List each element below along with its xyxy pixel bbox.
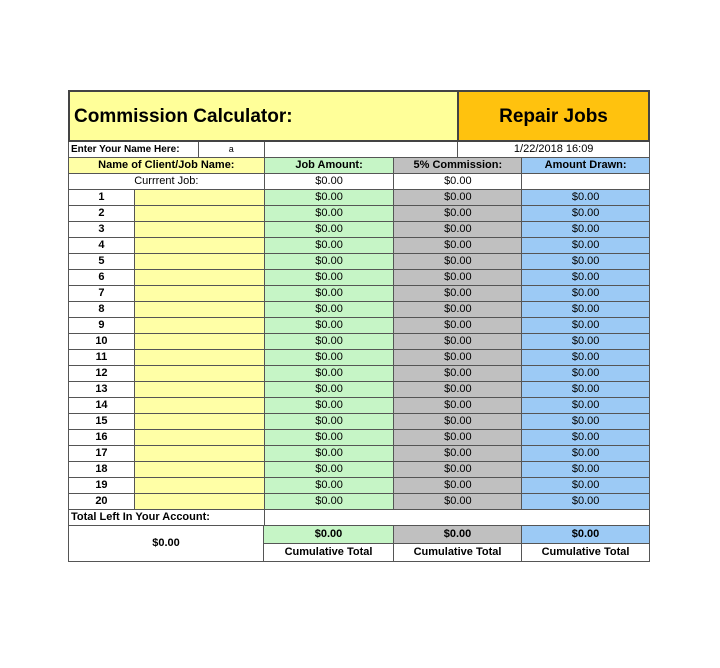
client-name-input[interactable] [135,462,265,478]
client-header: Name of Client/Job Name: [69,158,265,174]
client-name-input[interactable] [135,190,265,206]
table-row [68,222,650,238]
job-amount[interactable]: $0.00 [265,318,395,334]
commission-value: $0.00 [394,254,522,270]
table-row [68,318,650,334]
client-name-input[interactable] [135,430,265,446]
job-amount[interactable]: $0.00 [265,446,395,462]
client-name-input[interactable] [135,478,265,494]
client-name-input[interactable] [135,254,265,270]
table-row [68,414,650,430]
amount-drawn[interactable]: $0.00 [522,350,650,366]
client-name-input[interactable] [135,366,265,382]
job-amount[interactable]: $0.00 [265,366,395,382]
table-row [68,398,650,414]
job-amount[interactable]: $0.00 [265,190,395,206]
commission-value: $0.00 [394,302,522,318]
commission-value: $0.00 [394,206,522,222]
row-number: 6 [69,270,135,286]
job-amount[interactable]: $0.00 [265,302,395,318]
datetime: 1/22/2018 16:09 [458,142,650,158]
table-row [68,206,650,222]
amount-drawn[interactable]: $0.00 [522,462,650,478]
amount-drawn[interactable]: $0.00 [522,238,650,254]
commission-value: $0.00 [394,366,522,382]
row-number: 15 [69,414,135,430]
table-row [68,190,650,206]
amount-drawn[interactable]: $0.00 [522,398,650,414]
current-job-label: Currrent Job: [69,174,265,190]
amount-drawn[interactable]: $0.00 [522,334,650,350]
job-amount[interactable]: $0.00 [265,222,395,238]
client-name-input[interactable] [135,382,265,398]
commission-value: $0.00 [394,238,522,254]
client-name-input[interactable] [135,222,265,238]
job-amount[interactable]: $0.00 [265,270,395,286]
commission-value: $0.00 [394,270,522,286]
row-number: 9 [69,318,135,334]
amount-drawn[interactable]: $0.00 [522,286,650,302]
total-drawn: $0.00 [522,526,650,544]
amount-drawn[interactable]: $0.00 [522,478,650,494]
title-row [68,90,650,142]
client-name-input[interactable] [135,302,265,318]
amount-drawn[interactable]: $0.00 [522,494,650,510]
row-number: 2 [69,206,135,222]
drawn-header: Amount Drawn: [522,158,650,174]
job-amount[interactable]: $0.00 [265,286,395,302]
row-number: 4 [69,238,135,254]
client-name-input[interactable] [135,238,265,254]
job-amount[interactable]: $0.00 [265,238,395,254]
header-row [68,158,650,174]
job-amount[interactable]: $0.00 [265,334,395,350]
commission-value: $0.00 [394,430,522,446]
table-row [68,366,650,382]
name-row [68,142,650,158]
commission-value: $0.00 [394,318,522,334]
sheet-subtitle: Repair Jobs [458,90,650,142]
amount-drawn[interactable]: $0.00 [522,254,650,270]
amount-drawn[interactable]: $0.00 [522,430,650,446]
job-amount[interactable]: $0.00 [265,398,395,414]
commission-sheet [68,90,650,562]
row-number: 1 [69,190,135,206]
job-amount[interactable]: $0.00 [265,462,395,478]
client-name-input[interactable] [135,334,265,350]
table-row [68,382,650,398]
amount-drawn[interactable]: $0.00 [522,270,650,286]
table-row [68,494,650,510]
row-number: 13 [69,382,135,398]
current-job-row [68,174,650,190]
client-name-input[interactable] [135,494,265,510]
total-left-value: $0.00 [69,526,264,562]
job-amount[interactable]: $0.00 [265,254,395,270]
total-amount: $0.00 [264,526,394,544]
amount-drawn[interactable]: $0.00 [522,446,650,462]
row-number: 19 [69,478,135,494]
amount-drawn[interactable]: $0.00 [522,414,650,430]
job-amount[interactable]: $0.00 [265,430,395,446]
table-row [68,334,650,350]
row-number: 8 [69,302,135,318]
job-amount[interactable]: $0.00 [265,494,395,510]
amount-header: Job Amount: [265,158,395,174]
commission-value: $0.00 [394,494,522,510]
cumulative-commission-label: Cumulative Total [394,544,522,562]
client-name-input[interactable] [135,414,265,430]
commission-value: $0.00 [394,414,522,430]
table-row [68,446,650,462]
commission-value: $0.00 [394,446,522,462]
amount-drawn[interactable]: $0.00 [522,318,650,334]
client-name-input[interactable] [135,286,265,302]
commission-value: $0.00 [394,190,522,206]
job-rows [68,190,650,510]
row-number: 17 [69,446,135,462]
amount-drawn[interactable]: $0.00 [522,222,650,238]
table-row [68,254,650,270]
client-name-input[interactable] [135,398,265,414]
row-number: 12 [69,366,135,382]
table-row [68,302,650,318]
totals-section [68,526,650,562]
row-number: 20 [69,494,135,510]
commission-value: $0.00 [394,478,522,494]
cumulative-amount-label: Cumulative Total [264,544,394,562]
commission-value: $0.00 [394,398,522,414]
name-input[interactable]: a [199,142,265,158]
job-amount[interactable]: $0.00 [265,350,395,366]
commission-value: $0.00 [394,382,522,398]
amount-drawn[interactable]: $0.00 [522,190,650,206]
commission-value: $0.00 [394,334,522,350]
total-left-row [68,510,650,526]
amount-drawn[interactable]: $0.00 [522,366,650,382]
commission-value: $0.00 [394,286,522,302]
table-row [68,238,650,254]
commission-header: 5% Commission: [394,158,522,174]
client-name-input[interactable] [135,318,265,334]
current-job-drawn [522,174,650,190]
row-number: 3 [69,222,135,238]
commission-value: $0.00 [394,462,522,478]
table-row [68,286,650,302]
client-name-input[interactable] [135,206,265,222]
row-number: 7 [69,286,135,302]
sheet-title: Commission Calculator: [68,90,458,142]
amount-drawn[interactable]: $0.00 [522,302,650,318]
row-number: 5 [69,254,135,270]
blank-cell[interactable] [265,142,459,158]
amount-drawn[interactable]: $0.00 [522,206,650,222]
total-left-label: Total Left In Your Account: [69,510,265,526]
current-job-commission: $0.00 [394,174,522,190]
table-row [68,478,650,494]
table-row [68,462,650,478]
row-number: 16 [69,430,135,446]
client-name-input[interactable] [135,446,265,462]
client-name-input[interactable] [135,350,265,366]
table-row [68,430,650,446]
total-left-blank [265,510,650,526]
client-name-input[interactable] [135,270,265,286]
commission-value: $0.00 [394,350,522,366]
amount-drawn[interactable]: $0.00 [522,382,650,398]
total-commission: $0.00 [394,526,522,544]
job-amount[interactable]: $0.00 [265,206,395,222]
job-amount[interactable]: $0.00 [265,478,395,494]
cumulative-drawn-label: Cumulative Total [522,544,650,562]
row-number: 14 [69,398,135,414]
row-number: 18 [69,462,135,478]
current-job-amount: $0.00 [265,174,395,190]
row-number: 10 [69,334,135,350]
table-row [68,350,650,366]
job-amount[interactable]: $0.00 [265,382,395,398]
name-label: Enter Your Name Here: [69,142,199,158]
row-number: 11 [69,350,135,366]
commission-value: $0.00 [394,222,522,238]
job-amount[interactable]: $0.00 [265,414,395,430]
table-row [68,270,650,286]
